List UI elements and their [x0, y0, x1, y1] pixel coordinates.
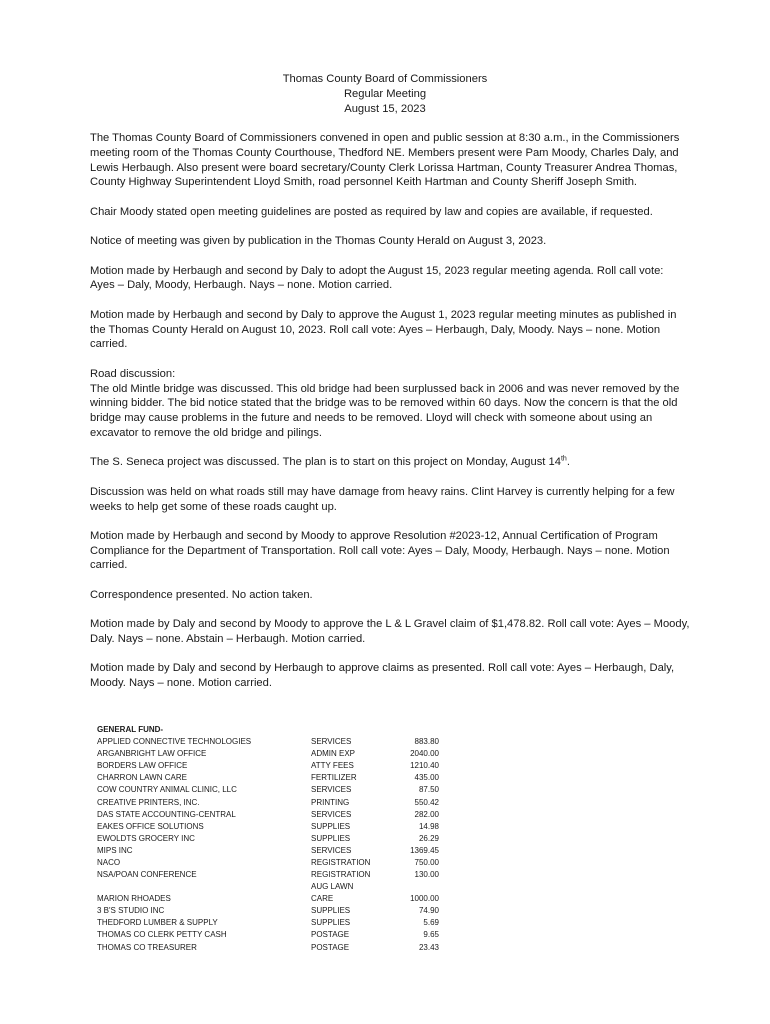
table-row — [97, 784, 457, 796]
claim-amount: 14.98 — [418, 821, 439, 831]
claim-vendor: ARGANBRIGHT LAW OFFICE — [97, 749, 207, 759]
claims-rows — [97, 736, 457, 881]
claim-vendor: NACO — [97, 858, 121, 868]
claim-vendor: MARION RHOADES — [97, 894, 171, 904]
resolution-motion-paragraph: Motion made by Herbaugh and second by Moody to approve Resolution #2023-12, Annual Certification of Program Compliance for the Department of Transportation. Roll call vote: Ayes – Daly, Moody, Herbaugh. Nays – none. Motion carried. — [90, 529, 670, 572]
claim-amount: 1210.40 — [410, 761, 439, 771]
seneca-text: The S. Seneca project was discussed. The plan is to start on this project on Monday, August 14 — [90, 456, 561, 469]
table-row — [97, 809, 457, 821]
board-title: Thomas County Board of Commissioners — [282, 73, 488, 85]
mintle-bridge-paragraph: The old Mintle bridge was discussed. This old bridge had been surplussed back in 2006 and was never removed by the winning bidder. The bid notice stated that the bridge was to be removed within 60 days. Now the concern is that the old bridge may cause problems in the future and needs to be removed. Lloyd will check with someone about using an excavator to remove the old bridge and pilings. — [90, 382, 680, 439]
claim-category: POSTAGE — [311, 942, 350, 952]
agenda-motion-paragraph: Motion made by Herbaugh and second by Daly to adopt the August 15, 2023 regular meeting agenda. Roll call vote: Ayes – Daly, Moody, Herbaugh. Nays – none. Motion carried. — [90, 264, 664, 292]
claim-category: SUPPLIES — [311, 821, 351, 831]
claim-vendor: THOMAS CO TREASURER — [97, 942, 197, 952]
claim-amount: 550.42 — [414, 797, 439, 807]
minutes-motion-paragraph: Motion made by Herbaugh and second by Daly to approve the August 1, 2023 regular meeting minutes as published in the Thomas County Herald on August 10, 2023. Roll call vote: Ayes – Herbaugh, Daly, Moody. Nays – none. Motion carried. — [90, 308, 677, 351]
claim-category: SERVICES — [311, 845, 352, 855]
claim-category: SERVICES — [311, 809, 352, 819]
meeting-type: Regular Meeting — [343, 88, 427, 100]
claim-category: SERVICES — [311, 785, 352, 795]
claims-motion-paragraph: Motion made by Daly and second by Herbaugh to approve claims as presented. Roll call vote: Ayes – Herbaugh, Daly, Moody. Nays – none. Motion carried. — [90, 662, 675, 690]
claim-amount: 1369.45 — [410, 845, 439, 855]
claim-category: SUPPLIES — [311, 918, 351, 928]
correspondence-paragraph: Correspondence presented. No action taken. — [90, 588, 313, 601]
road-discussion-heading: Road discussion: — [90, 367, 176, 380]
claim-amount: 435.00 — [414, 773, 439, 783]
claim-amount: 74.90 — [418, 906, 439, 916]
claim-category: REGISTRATION — [311, 870, 371, 880]
claim-vendor: MIPS INC — [97, 845, 133, 855]
claim-vendor: CHARRON LAWN CARE — [97, 773, 187, 783]
category-line: CARE — [311, 894, 334, 904]
minutes-body — [90, 131, 690, 691]
claim-vendor: THOMAS CO CLERK PETTY CASH — [97, 930, 227, 940]
meeting-date: August 15, 2023 — [344, 103, 426, 115]
claim-amount: 130.00 — [414, 870, 439, 880]
claim-amount: 9.65 — [423, 930, 439, 940]
notice-paragraph: Notice of meeting was given by publication in the Thomas County Herald on August 3, 2023. — [90, 235, 547, 248]
claim-category: FERTILIZER — [311, 773, 357, 783]
claim-category: SUPPLIES — [311, 906, 351, 916]
opening-paragraph: The Thomas County Board of Commissioners convened in open and public session at 8:30 a.m., in the Commissioners meeting room of the Thomas County Courthouse, Thedford NE. Members present were Pam Moody, Charles Daly, and Lewis Herbaugh. Also present were board secretary/County Clerk Lorissa Hartman, County Treasurer Andrea Thomas, County Highway Superintendent Lloyd Smith, road personnel Keith Hartman and County Sheriff Joseph Smith. — [90, 132, 680, 189]
open-meeting-paragraph: Chair Moody stated open meeting guidelines are posted as required by law and copies are available, if requested. — [90, 205, 653, 218]
table-row — [97, 929, 457, 941]
claim-amount: 2040.00 — [410, 749, 439, 759]
fund-heading: GENERAL FUND- — [97, 725, 164, 734]
table-row — [97, 748, 457, 760]
claim-category: ATTY FEES — [311, 761, 354, 771]
seneca-period: . — [566, 456, 570, 469]
table-row — [97, 917, 457, 929]
claim-category: SERVICES — [311, 737, 352, 747]
gravel-claim-paragraph: Motion made by Daly and second by Moody to approve the L & L Gravel claim of $1,478.82. Roll call vote: Ayes – Moody, Daly. Nays – none. Abstain – Herbaugh. Motion carried. — [90, 618, 690, 646]
claim-amount: 23.43 — [418, 942, 439, 952]
claim-vendor: APPLIED CONNECTIVE TECHNOLOGIES — [97, 737, 252, 747]
claim-vendor: EAKES OFFICE SOLUTIONS — [97, 821, 204, 831]
table-row — [97, 821, 457, 833]
claim-category: PRINTING — [311, 797, 350, 807]
claim-amount: 883.80 — [414, 737, 439, 747]
table-row — [97, 736, 457, 748]
claim-amount: 282.00 — [414, 809, 439, 819]
claim-amount: 5.69 — [423, 918, 439, 928]
table-row — [97, 942, 457, 954]
table-row — [97, 772, 457, 784]
table-row — [97, 857, 457, 869]
minutes-header — [0, 72, 770, 117]
claim-category: SUPPLIES — [311, 833, 351, 843]
table-row — [97, 869, 457, 881]
claim-vendor: EWOLDTS GROCERY INC — [97, 833, 195, 843]
claim-vendor: NSA/POAN CONFERENCE — [97, 870, 197, 880]
seneca-project-paragraph — [90, 455, 690, 470]
claim-amount: 26.29 — [418, 833, 439, 843]
ordinal-suffix: th — [560, 455, 567, 463]
claim-amount: 87.50 — [418, 785, 439, 795]
claim-amount: 750.00 — [414, 858, 439, 868]
claim-category — [311, 881, 389, 905]
claim-amount: 1000.00 — [410, 894, 439, 904]
claim-vendor: CREATIVE PRINTERS, INC. — [97, 797, 200, 807]
table-row — [97, 760, 457, 772]
claims-rows — [97, 905, 457, 953]
claim-category: ADMIN EXP — [311, 749, 356, 759]
table-row — [97, 833, 457, 845]
table-row — [97, 905, 457, 917]
claims-table — [97, 724, 457, 954]
claim-vendor: THEDFORD LUMBER & SUPPLY — [97, 918, 218, 928]
claim-vendor: 3 B'S STUDIO INC — [97, 906, 165, 916]
road-damage-paragraph: Discussion was held on what roads still may have damage from heavy rains. Clint Harvey is currently helping for a few weeks to help get some of these roads caught up. — [90, 485, 675, 513]
category-line: AUG LAWN — [311, 882, 354, 892]
claim-category: POSTAGE — [311, 930, 350, 940]
claim-vendor: BORDERS LAW OFFICE — [97, 761, 188, 771]
table-row — [97, 845, 457, 857]
claim-category: REGISTRATION — [311, 858, 371, 868]
table-row — [97, 881, 457, 905]
claim-vendor: COW COUNTRY ANIMAL CLINIC, LLC — [97, 785, 237, 795]
claim-vendor: DAS STATE ACCOUNTING-CENTRAL — [97, 809, 236, 819]
table-row — [97, 797, 457, 809]
